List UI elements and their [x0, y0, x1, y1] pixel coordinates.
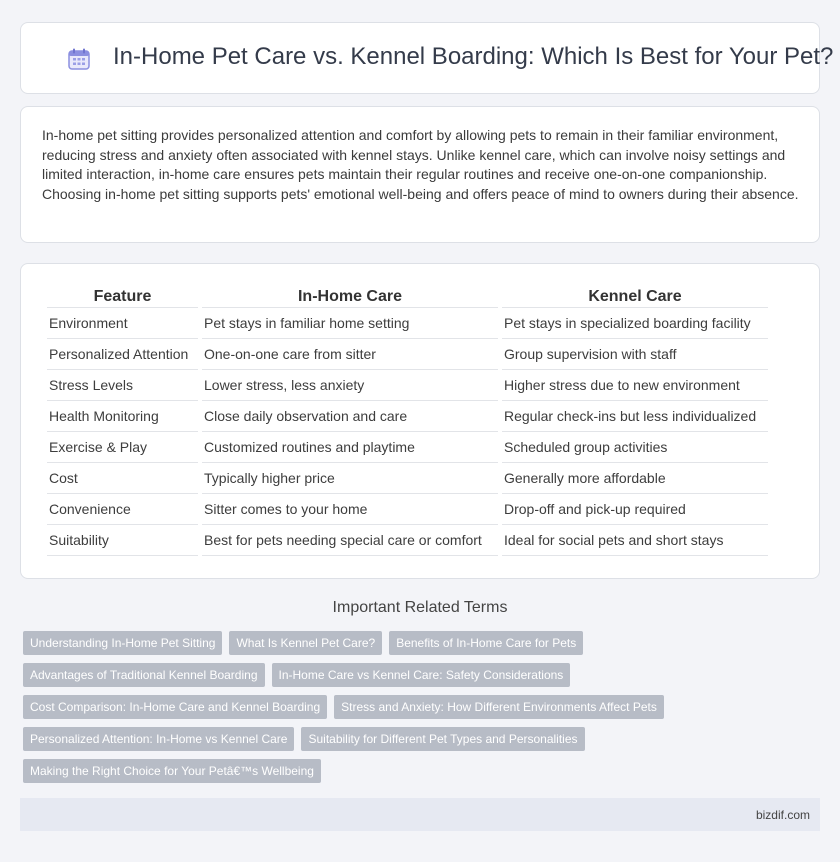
- related-term-tag[interactable]: Stress and Anxiety: How Different Environments Affect Pets: [334, 695, 664, 719]
- related-term-tag[interactable]: Making the Right Choice for Your Petâ€™s Wellbeing: [23, 759, 321, 783]
- related-term-tag[interactable]: Advantages of Traditional Kennel Boarding: [23, 663, 265, 687]
- table-row: [47, 432, 768, 463]
- related-terms-row: [23, 631, 813, 655]
- table-row: [47, 339, 768, 370]
- feature-cell: Convenience: [47, 494, 198, 525]
- kennel-care-cell: Regular check-ins but less individualized: [502, 401, 768, 432]
- related-term-tag[interactable]: What Is Kennel Pet Care?: [229, 631, 382, 655]
- feature-cell: Suitability: [47, 525, 198, 556]
- page-title: In-Home Pet Care vs. Kennel Boarding: Which Is Best for Your Pet?: [113, 43, 834, 70]
- column-header-feature: Feature: [47, 286, 198, 308]
- in-home-care-cell: Pet stays in familiar home setting: [202, 308, 498, 339]
- related-terms-row: [23, 727, 813, 751]
- table-row: [47, 308, 768, 339]
- in-home-care-cell: Customized routines and playtime: [202, 432, 498, 463]
- in-home-care-cell: Sitter comes to your home: [202, 494, 498, 525]
- feature-cell: Cost: [47, 463, 198, 494]
- feature-cell: Environment: [47, 308, 198, 339]
- related-term-tag[interactable]: In-Home Care vs Kennel Care: Safety Considerations: [272, 663, 571, 687]
- intro-card: [20, 106, 820, 243]
- related-term-tag[interactable]: Personalized Attention: In-Home vs Kennel Care: [23, 727, 294, 751]
- comparison-table-card: [20, 263, 820, 579]
- comparison-table: [43, 286, 772, 556]
- feature-cell: Stress Levels: [47, 370, 198, 401]
- related-term-tag[interactable]: Cost Comparison: In-Home Care and Kennel Boarding: [23, 695, 327, 719]
- in-home-care-cell: Best for pets needing special care or comfort: [202, 525, 498, 556]
- intro-text: In-home pet sitting provides personalized attention and comfort by allowing pets to remain in their familiar environment, reducing stress and anxiety often associated with kennel stays. Unlike kennel care, which can involve noisy settings and limited interaction, in-home care ensures pets maintain their regular routines and receive one-on-one companionship. Choosing in-home pet sitting supports pets' emotional well-being and offers peace of mind to owners during their absence.: [42, 127, 799, 202]
- kennel-care-cell: Scheduled group activities: [502, 432, 768, 463]
- kennel-care-cell: Group supervision with staff: [502, 339, 768, 370]
- kennel-care-cell: Drop-off and pick-up required: [502, 494, 768, 525]
- column-header-in-home-care: In-Home Care: [202, 286, 498, 308]
- feature-cell: Personalized Attention: [47, 339, 198, 370]
- table-row: [47, 494, 768, 525]
- related-terms-row: [23, 663, 813, 687]
- kennel-care-cell: Higher stress due to new environment: [502, 370, 768, 401]
- related-term-tag[interactable]: Benefits of In-Home Care for Pets: [389, 631, 583, 655]
- feature-cell: Health Monitoring: [47, 401, 198, 432]
- related-terms-list: [23, 631, 813, 791]
- header-card: [20, 22, 834, 94]
- table-row: [47, 370, 768, 401]
- table-row: [47, 463, 768, 494]
- kennel-care-cell: Ideal for social pets and short stays: [502, 525, 768, 556]
- related-terms-title: Important Related Terms: [332, 599, 508, 616]
- kennel-care-cell: Pet stays in specialized boarding facility: [502, 308, 768, 339]
- footer: [20, 798, 820, 831]
- feature-cell: Exercise & Play: [47, 432, 198, 463]
- footer-site: bizdif.com: [755, 808, 810, 822]
- related-term-tag[interactable]: Understanding In-Home Pet Sitting: [23, 631, 222, 655]
- in-home-care-cell: One-on-one care from sitter: [202, 339, 498, 370]
- in-home-care-cell: Close daily observation and care: [202, 401, 498, 432]
- related-terms-row: [23, 695, 813, 719]
- column-header-kennel-care: Kennel Care: [502, 286, 768, 308]
- table-row: [47, 525, 768, 556]
- related-terms-row: [23, 759, 813, 783]
- related-term-tag[interactable]: Suitability for Different Pet Types and Personalities: [301, 727, 584, 751]
- table-row: [47, 401, 768, 432]
- in-home-care-cell: Typically higher price: [202, 463, 498, 494]
- table-header-row: [47, 286, 768, 308]
- calendar-icon: [67, 47, 91, 71]
- in-home-care-cell: Lower stress, less anxiety: [202, 370, 498, 401]
- kennel-care-cell: Generally more affordable: [502, 463, 768, 494]
